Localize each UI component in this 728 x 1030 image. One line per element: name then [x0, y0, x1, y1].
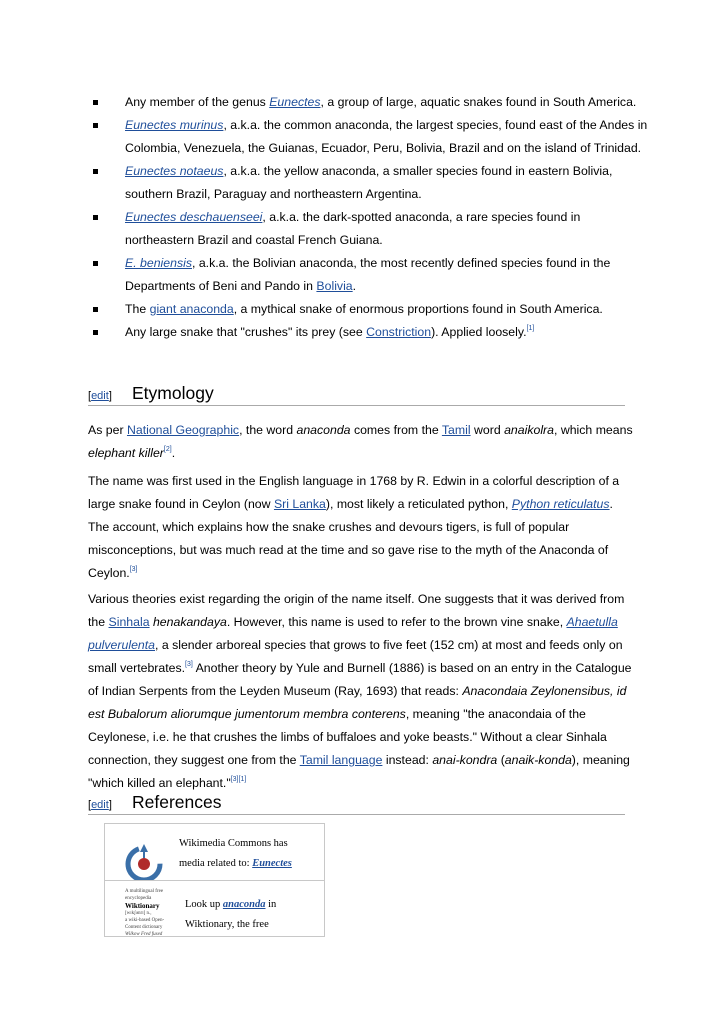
link-tamil-language[interactable]: Tamil language: [299, 753, 383, 767]
etymology-paragraph-2: The name was first used in the English language in 1768 by R. Edwin in a colorful description of a large snake found in Ceylon (now Sri Lanka), most likely a reticulated python, Python reticulatus. The account, which explains how the snake crushes and devours tigers, is full of popular misconceptions, but was much read at the time and so gave rise to the myth of the Anaconda of Ceylon.[3]: [88, 474, 620, 580]
citation-link[interactable]: [2]: [163, 446, 172, 453]
link-eunectes[interactable]: Eunectes: [269, 95, 321, 109]
link-sinhala[interactable]: Sinhala: [108, 615, 150, 629]
edit-section-link: [edit]: [88, 799, 112, 811]
references-heading: [88, 791, 625, 815]
list-item: Eunectes deschauenseei, a.k.a. the dark-spotted anaconda, a rare species found in northeastern Brazil and coastal French Guiana.: [88, 206, 648, 252]
list-item: Eunectes murinus, a.k.a. the common anaconda, the largest species, found east of the Andes in Colombia, Venezuela, the Guianas, Ecuador, Peru, Bolivia, Brazil and on the island of Trinidad.: [88, 114, 648, 160]
link-giant-anaconda[interactable]: giant anaconda: [149, 302, 234, 316]
commons-box: [104, 823, 325, 882]
link-national-geographic[interactable]: National Geographic: [126, 423, 240, 437]
wiktionary-logo-icon: A multilingual free encyclopedia Wiktionary [wɪkʃənrɪ] n., a wiki-based Open-Content dictionary Wilkow Fred fused: [125, 889, 165, 937]
citation-link[interactable]: [3]: [185, 661, 193, 668]
wikimedia-commons-icon: [123, 842, 165, 884]
commons-text-line-2: media related to: Eunectes: [179, 858, 292, 869]
list-item: Eunectes notaeus, a.k.a. the yellow anaconda, a smaller species found in eastern Bolivia, southern Brazil, Paraguay and northeastern Argentina.: [88, 160, 648, 206]
bullet-square-icon: [93, 261, 98, 266]
etymology-paragraph-3: Various theories exist regarding the origin of the name itself. One suggests that it was derived from the Sinhala henakandaya. However, this name is used to refer to the brown vine snake, Ahaetulla pulverulenta, a slender arboreal species that grows to five feet (152 cm) at most and feeds only on small vertebrates.[3] Another theory by Yule and Burnell (1886) is based on an entry in the Catalogue of Indian Serpents from the Leyden Museum (Ray, 1693) that reads: Anacondaia Zeylonensibus, id est Bubalorum aliorumque jumentorum membra conterens, meaning "the anacondaia of the Ceylonese, i.e. he that crushes the limbs of buffaloes and yoke beasts." Without a clear Sinhala connection, they suggest one from the Tamil language instead: anai-kondra (anaik-konda), meaning "which killed an elephant."[3][1]: [88, 592, 632, 790]
link-wiktionary-anaconda[interactable]: anaconda: [222, 899, 266, 910]
bullet-square-icon: [93, 215, 98, 220]
bullet-square-icon: [93, 169, 98, 174]
section-title: Etymology: [132, 383, 214, 403]
bullet-square-icon: [93, 123, 98, 128]
link-sri-lanka[interactable]: Sri Lanka: [273, 497, 326, 511]
citation-link[interactable]: [1]: [526, 325, 535, 332]
commons-text-line-1: Wikimedia Commons has: [179, 838, 288, 849]
wiktionary-text-line-2: Wiktionary, the free: [185, 919, 269, 930]
wiktionary-box: [104, 880, 325, 937]
bullet-square-icon: [93, 100, 98, 105]
etymology-paragraph-1: As per National Geographic, the word anaconda comes from the Tamil word anaikolra, which means elephant killer[2].: [88, 423, 633, 460]
wiktionary-text-line-1: Look up anaconda in: [185, 899, 277, 910]
link-e-beniensis[interactable]: E. beniensis: [125, 256, 192, 270]
list-item: The giant anaconda, a mythical snake of enormous proportions found in South America.: [88, 298, 648, 321]
list-item: E. beniensis, a.k.a. the Bolivian anaconda, the most recently defined species found in the Departments of Beni and Pando in Bolivia.: [88, 252, 648, 298]
list-item: Any member of the genus Eunectes, a group of large, aquatic snakes found in South America.: [88, 91, 648, 114]
link-eunectes-murinus[interactable]: Eunectes murinus: [125, 118, 224, 132]
link-python-reticulatus[interactable]: Python reticulatus: [511, 497, 610, 511]
bullet-square-icon: [93, 307, 98, 312]
link-bolivia[interactable]: Bolivia: [316, 279, 353, 293]
edit-section-link: [edit]: [88, 390, 112, 402]
link-constriction[interactable]: Constriction: [366, 325, 432, 339]
link-eunectes-deschauenseei[interactable]: Eunectes deschauenseei: [125, 210, 263, 224]
link-ahaetulla-pulverulenta[interactable]: Ahaetulla pulverulenta: [88, 615, 618, 652]
section-title: References: [132, 792, 222, 812]
etymology-heading: [88, 382, 625, 406]
citation-link[interactable]: [3][1]: [230, 776, 247, 783]
citation-link[interactable]: [3]: [129, 566, 138, 573]
link-commons-eunectes[interactable]: Eunectes: [252, 858, 292, 869]
link-tamil[interactable]: Tamil: [441, 423, 471, 437]
list-item: Any large snake that "crushes" its prey (see Constriction). Applied loosely.[1]: [88, 321, 648, 344]
link-eunectes-notaeus[interactable]: Eunectes notaeus: [125, 164, 224, 178]
anaconda-meanings-list: [88, 91, 648, 344]
bullet-square-icon: [93, 330, 98, 335]
